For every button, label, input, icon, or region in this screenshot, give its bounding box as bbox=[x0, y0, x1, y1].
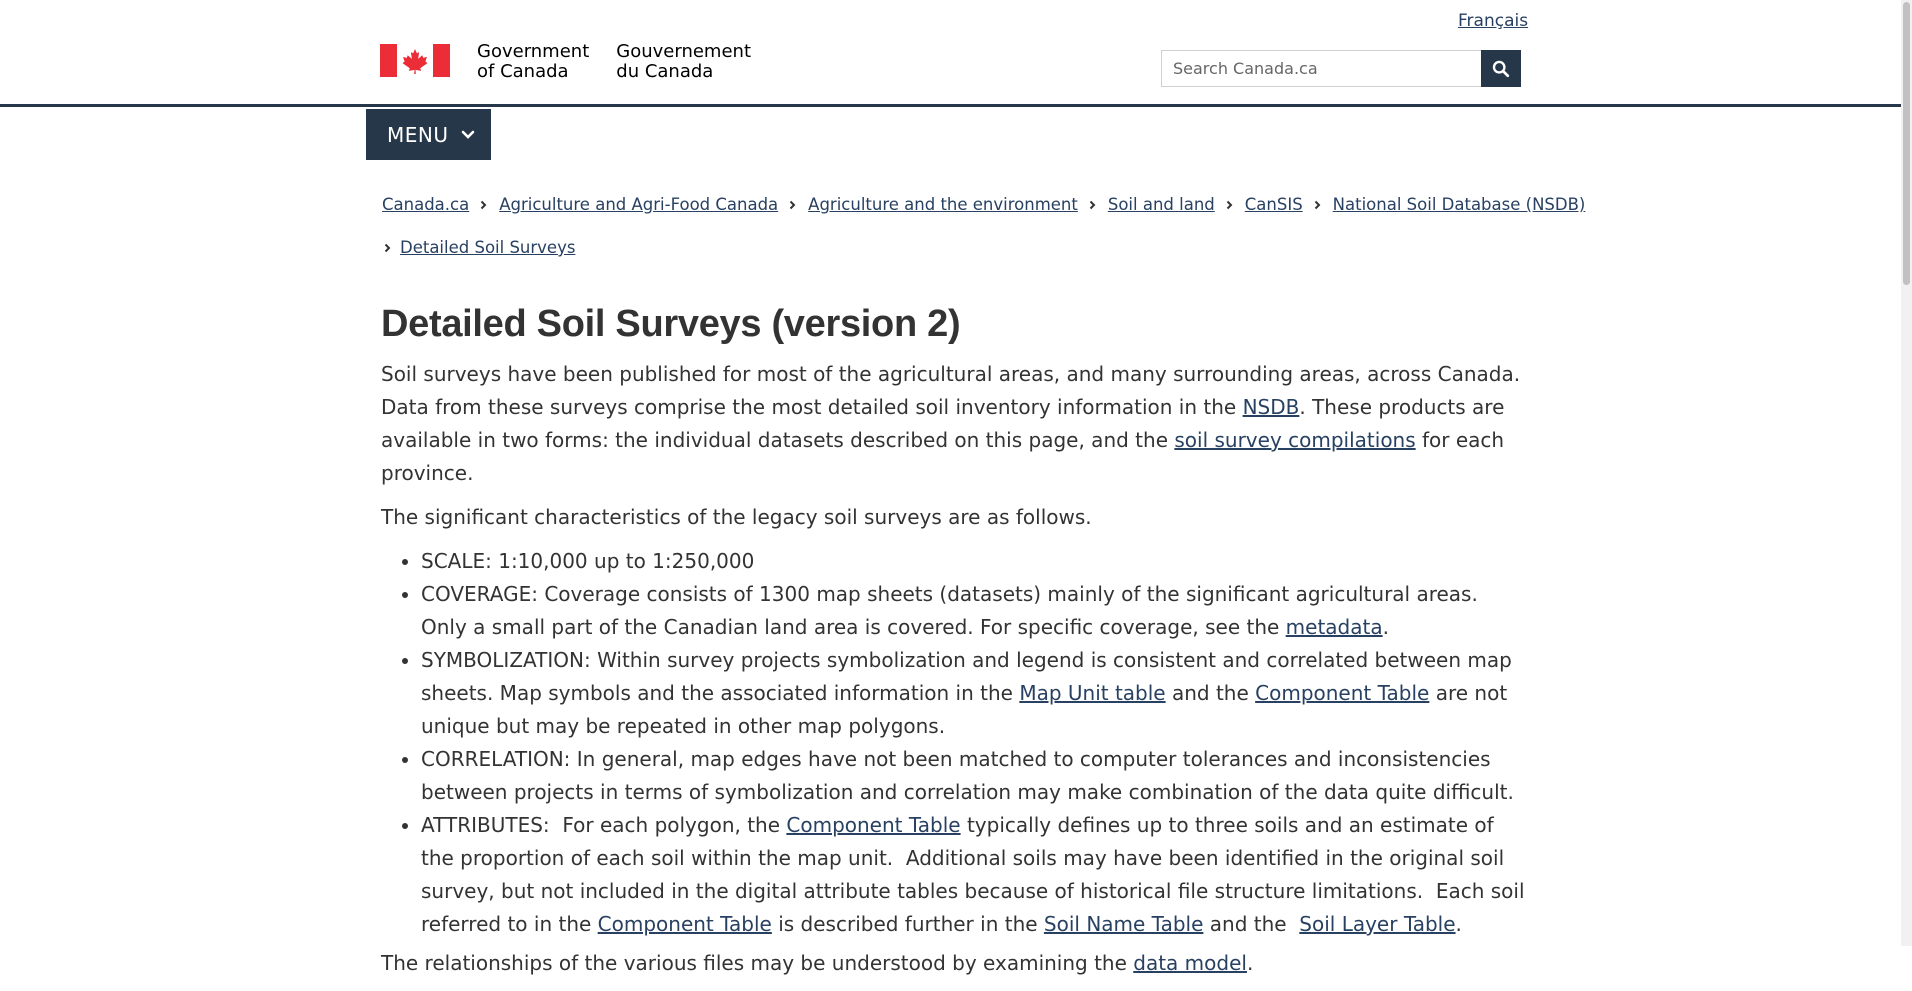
text: are not unique but may be repeated in other map polygons. bbox=[421, 681, 1508, 738]
text: The relationships of the various files may be understood by examining the bbox=[381, 951, 1134, 975]
chevron-down-icon bbox=[461, 130, 475, 140]
search-button[interactable] bbox=[1481, 50, 1521, 87]
signature-fr-line2: du Canada bbox=[616, 61, 714, 82]
nsdb-link[interactable]: NSDB bbox=[1242, 395, 1300, 419]
list-item-attributes bbox=[421, 809, 1531, 941]
breadcrumb-row bbox=[382, 183, 1586, 226]
breadcrumb bbox=[382, 183, 1586, 269]
breadcrumb-link[interactable]: Agriculture and the environment bbox=[808, 195, 1078, 214]
relationships-paragraph bbox=[381, 947, 1526, 980]
list-item-coverage bbox=[421, 578, 1526, 644]
site-header bbox=[0, 0, 1901, 107]
component-table-link[interactable]: Component Table bbox=[597, 912, 772, 936]
list-item-correlation: • CORRELATION: In general, map edges have not been matched to computer tolerances and inconsistencies between projects in terms of symbolization and correlation may make combination of the data quite difficult. bbox=[421, 743, 1526, 809]
breadcrumb-link[interactable]: National Soil Database (NSDB) bbox=[1332, 195, 1586, 214]
text: typically defines up to three soils and an estimate of the proportion of each soil within the map unit. Additional soils may have been identified in the original soil survey, but not included in the digital attribute tables because of historical file structure limitations. Each soil referred to in the bbox=[421, 813, 1531, 936]
breadcrumb-link[interactable]: CanSIS bbox=[1244, 195, 1303, 214]
site-search bbox=[1161, 50, 1521, 87]
chevron-right-icon bbox=[384, 243, 391, 253]
component-table-link[interactable]: Component Table bbox=[786, 813, 961, 837]
characteristics-list bbox=[421, 545, 1531, 941]
map-unit-table-link[interactable]: Map Unit table bbox=[1019, 681, 1166, 705]
text: SYMBOLIZATION: Within survey projects symbolization and legend is consistent and correlated between map sheets. Map symbols and the associated information in the bbox=[421, 648, 1512, 705]
canada-flag-icon bbox=[380, 44, 450, 77]
text: COVERAGE: Coverage consists of 1300 map sheets (datasets) mainly of the significant agricultural areas. Only a small part of the Canadian land area is covered. For specific coverage, see the bbox=[421, 582, 1478, 639]
scrollbar-thumb[interactable] bbox=[1903, 2, 1910, 285]
text: and the bbox=[1203, 912, 1300, 936]
menu-label: MENU bbox=[387, 122, 449, 147]
breadcrumb-link[interactable]: Detailed Soil Surveys bbox=[400, 238, 576, 257]
signature-fr-line1: Gouvernement bbox=[616, 41, 752, 62]
search-input[interactable] bbox=[1161, 50, 1481, 87]
chevron-right-icon bbox=[1226, 200, 1233, 210]
text: ATTRIBUTES: For each polygon, the bbox=[421, 813, 787, 837]
text: . These products are available in two forms: the individual datasets described on this page, and the bbox=[381, 395, 1505, 452]
text: . bbox=[1455, 912, 1462, 936]
soil-layer-table-link[interactable]: Soil Layer Table bbox=[1299, 912, 1456, 936]
signature-en-line2: of Canada bbox=[477, 61, 569, 82]
main-menu-button[interactable] bbox=[366, 109, 491, 160]
list-item-symbolization bbox=[421, 644, 1526, 743]
breadcrumb-link[interactable]: Agriculture and Agri-Food Canada bbox=[499, 195, 779, 214]
breadcrumb-row bbox=[382, 226, 1522, 269]
component-table-link[interactable]: Component Table bbox=[1255, 681, 1430, 705]
text: Soil surveys have been published for most of the agricultural areas, and many surrounding areas, across Canada. Data from these surveys comprise the most detailed soil inventory information in the bbox=[381, 362, 1521, 419]
breadcrumb-link[interactable]: Soil and land bbox=[1107, 195, 1215, 214]
text: is described further in the bbox=[771, 912, 1044, 936]
text: for each province. bbox=[381, 428, 1505, 485]
text: . bbox=[1382, 615, 1389, 639]
government-signature[interactable] bbox=[380, 42, 751, 82]
search-icon bbox=[1492, 60, 1510, 78]
chevron-right-icon bbox=[1314, 200, 1321, 210]
characteristics-intro: The significant characteristics of the legacy soil surveys are as follows. bbox=[381, 505, 1092, 529]
chevron-right-icon bbox=[1089, 200, 1096, 210]
language-toggle-link[interactable]: Français bbox=[1458, 11, 1529, 31]
signature-french bbox=[616, 42, 751, 82]
list-item-scale: • SCALE: 1:10,000 up to 1:250,000 bbox=[421, 545, 1526, 578]
soil-survey-compilations-link[interactable]: soil survey compilations bbox=[1174, 428, 1416, 452]
metadata-link[interactable]: metadata bbox=[1285, 615, 1383, 639]
soil-name-table-link[interactable]: Soil Name Table bbox=[1043, 912, 1204, 936]
page-title: Detailed Soil Surveys (version 2) bbox=[381, 303, 961, 345]
signature-en-line1: Government bbox=[477, 41, 590, 62]
breadcrumb-link[interactable]: Canada.ca bbox=[382, 195, 470, 214]
chevron-right-icon bbox=[789, 200, 796, 210]
intro-paragraph bbox=[381, 358, 1526, 490]
page-scrollbar[interactable] bbox=[1901, 0, 1912, 946]
data-model-link[interactable]: data model bbox=[1133, 951, 1247, 975]
text: and the bbox=[1165, 681, 1256, 705]
chevron-right-icon bbox=[480, 200, 487, 210]
text: . bbox=[1246, 951, 1254, 975]
signature-english bbox=[477, 42, 589, 82]
main-content bbox=[381, 296, 1531, 991]
